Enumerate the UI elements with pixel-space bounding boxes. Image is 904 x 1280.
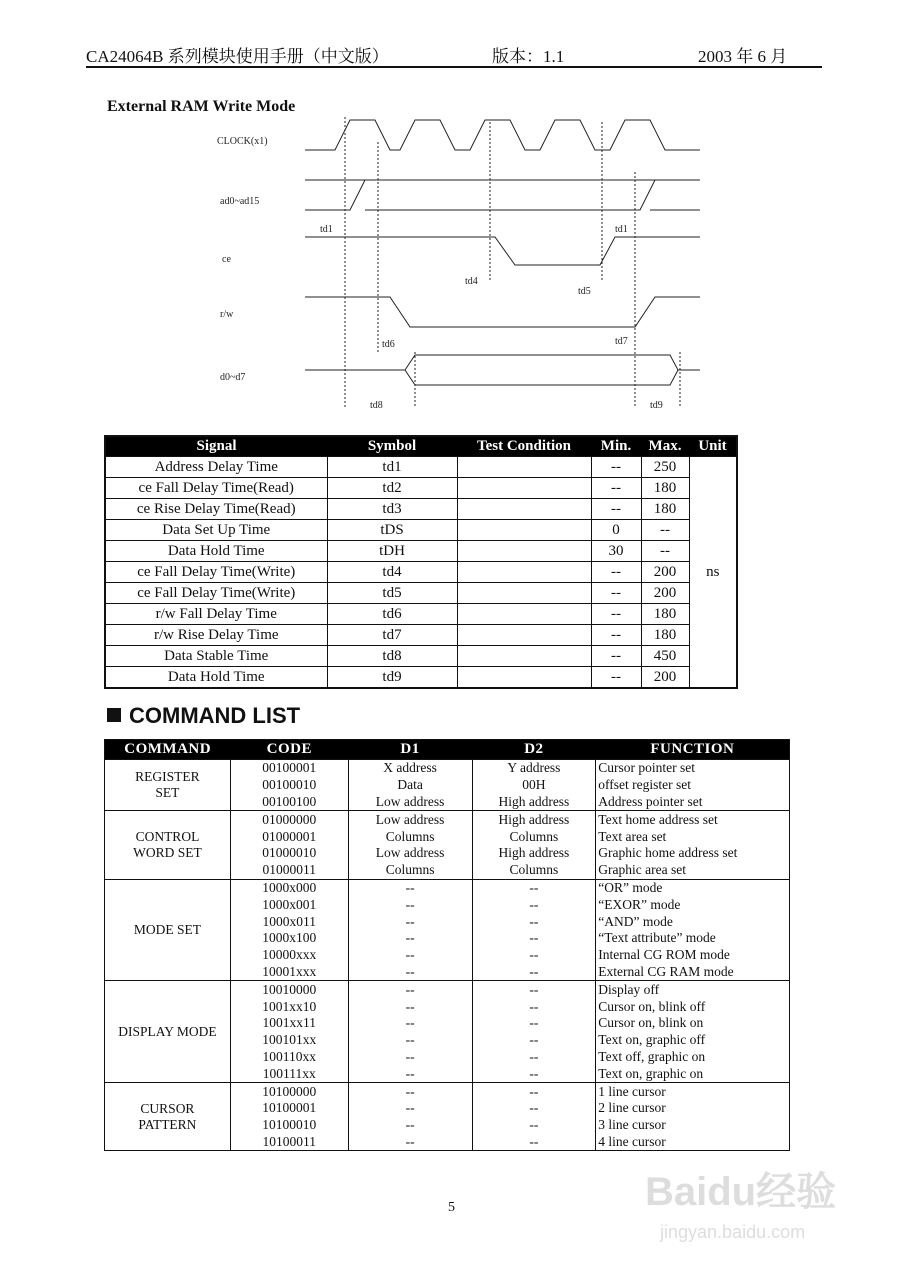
header-title: CA24064B 系列模块使用手册（中文版） — [86, 47, 389, 66]
command-cell-d1: -- — [348, 981, 472, 998]
timing-cell-symbol: td4 — [327, 562, 457, 583]
timing-cell-cond — [457, 667, 591, 689]
command-group-name-line: MODE SET — [133, 921, 201, 937]
command-cell-d2: Columns — [472, 862, 596, 879]
timing-cell-signal: Data Hold Time — [105, 541, 327, 562]
command-cell-d1: -- — [348, 1100, 472, 1117]
timing-cell-symbol: tDS — [327, 520, 457, 541]
command-header-cell: COMMAND — [105, 740, 231, 760]
command-cell-d2: -- — [472, 1117, 596, 1134]
section-title: External RAM Write Mode — [107, 98, 296, 115]
command-cell-code: 10100011 — [230, 1134, 348, 1151]
timing-table-header — [105, 436, 737, 457]
command-group-name-line: REGISTER — [135, 769, 200, 785]
command-cell-d1: Columns — [348, 862, 472, 879]
timing-row — [105, 646, 737, 667]
command-cell-d2: High address — [472, 845, 596, 862]
timing-cell-min: -- — [591, 478, 641, 499]
command-cell-fn: “Text attribute” mode — [596, 930, 790, 947]
timing-cell-max: 200 — [641, 667, 689, 689]
signal-label-address: ad0~ad15 — [220, 196, 260, 207]
command-cell-d1: -- — [348, 1015, 472, 1032]
timing-cell-symbol: td9 — [327, 667, 457, 689]
command-header-cell: FUNCTION — [596, 740, 790, 760]
command-cell-d1: -- — [348, 913, 472, 930]
command-cell-code: 10000xxx — [230, 947, 348, 964]
marker-td4: td4 — [465, 276, 478, 287]
command-cell-d2: -- — [472, 947, 596, 964]
timing-cell-cond — [457, 520, 591, 541]
page-number: 5 — [448, 1200, 455, 1215]
command-cell-code: 1000x100 — [230, 930, 348, 947]
command-cell-d2: -- — [472, 1032, 596, 1049]
timing-row — [105, 541, 737, 562]
timing-cell-cond — [457, 562, 591, 583]
command-cell-d2: Y address — [472, 760, 596, 777]
marker-td1-a: td1 — [320, 224, 333, 235]
timing-cell-cond — [457, 541, 591, 562]
command-cell-fn: Text home address set — [596, 811, 790, 828]
marker-td8: td8 — [370, 400, 383, 411]
command-cell-d1: -- — [348, 1083, 472, 1100]
command-group-name-line: SET — [155, 785, 180, 801]
marker-td6: td6 — [382, 339, 395, 350]
command-cell-d2: Columns — [472, 828, 596, 845]
command-group-name — [105, 1083, 231, 1151]
marker-td7: td7 — [615, 336, 628, 347]
command-cell-d1: Low address — [348, 845, 472, 862]
header-date: 2003 年 6 月 — [698, 47, 788, 66]
baidu-watermark — [640, 1150, 860, 1250]
command-cell-fn: Cursor on, blink on — [596, 1015, 790, 1032]
command-cell-d1: Columns — [348, 828, 472, 845]
timing-header-cell: Symbol — [327, 436, 457, 457]
command-cell-fn: Text on, graphic on — [596, 1065, 790, 1082]
timing-header-cell: Signal — [105, 436, 327, 457]
timing-cell-symbol: td3 — [327, 499, 457, 520]
timing-header-cell: Max. — [641, 436, 689, 457]
command-cell-fn: Graphic area set — [596, 862, 790, 879]
marker-td1-b: td1 — [615, 224, 628, 235]
ce-waveform — [305, 237, 700, 265]
timing-cell-signal: Data Stable Time — [105, 646, 327, 667]
command-cell-d2: -- — [472, 1049, 596, 1066]
signal-label-rw: r/w — [220, 309, 234, 320]
command-group-name — [105, 811, 231, 879]
command-cell-d2: -- — [472, 1083, 596, 1100]
command-cell-fn: “OR” mode — [596, 879, 790, 896]
timing-cell-symbol: td7 — [327, 625, 457, 646]
clock-waveform — [305, 120, 700, 150]
address-waveform-bottom — [305, 180, 700, 210]
command-cell-d1: -- — [348, 947, 472, 964]
marker-td9: td9 — [650, 400, 663, 411]
command-group-name — [105, 760, 231, 811]
command-cell-fn: Graphic home address set — [596, 845, 790, 862]
marker-td5: td5 — [578, 286, 591, 297]
command-cell-d2: -- — [472, 879, 596, 896]
timing-cell-signal: Data Hold Time — [105, 667, 327, 689]
command-cell-fn: Cursor pointer set — [596, 760, 790, 777]
timing-cell-symbol: td5 — [327, 583, 457, 604]
command-group-name — [105, 879, 231, 981]
timing-cell-symbol: td6 — [327, 604, 457, 625]
command-header-cell: D2 — [472, 740, 596, 760]
command-cell-d2: -- — [472, 998, 596, 1015]
command-cell-d2: -- — [472, 981, 596, 998]
command-group-name-line: PATTERN — [138, 1116, 197, 1132]
timing-cell-min: -- — [591, 625, 641, 646]
command-cell-code: 00100010 — [230, 777, 348, 794]
watermark-url: jingyan.baidu.com — [660, 1222, 806, 1242]
command-cell-code: 1000x011 — [230, 913, 348, 930]
command-group-name-line: CONTROL — [135, 828, 200, 844]
command-cell-fn: 1 line cursor — [596, 1083, 790, 1100]
timing-cell-signal: r/w Fall Delay Time — [105, 604, 327, 625]
command-cell-code: 10010000 — [230, 981, 348, 998]
timing-cell-max: 180 — [641, 499, 689, 520]
timing-cell-signal: ce Rise Delay Time(Read) — [105, 499, 327, 520]
command-cell-fn: Cursor on, blink off — [596, 998, 790, 1015]
command-cell-d1: Data — [348, 777, 472, 794]
timing-cell-max: 200 — [641, 583, 689, 604]
command-cell-fn: 3 line cursor — [596, 1117, 790, 1134]
command-cell-d1: X address — [348, 760, 472, 777]
timing-cell-signal: Data Set Up Time — [105, 520, 327, 541]
command-cell-code: 10100000 — [230, 1083, 348, 1100]
command-cell-code: 01000010 — [230, 845, 348, 862]
timing-diagram — [210, 112, 710, 417]
timing-cell-symbol: td1 — [327, 457, 457, 478]
timing-cell-symbol: td8 — [327, 646, 457, 667]
timing-cell-signal: ce Fall Delay Time(Write) — [105, 583, 327, 604]
timing-cell-max: 250 — [641, 457, 689, 478]
timing-cell-min: 30 — [591, 541, 641, 562]
timing-row — [105, 562, 737, 583]
command-cell-fn: “EXOR” mode — [596, 896, 790, 913]
timing-cell-min: -- — [591, 646, 641, 667]
timing-row — [105, 583, 737, 604]
command-cell-code: 00100100 — [230, 794, 348, 811]
command-list-title-text: COMMAND LIST — [129, 703, 301, 728]
timing-row — [105, 625, 737, 646]
command-row — [105, 879, 790, 896]
timing-cell-signal: ce Fall Delay Time(Write) — [105, 562, 327, 583]
command-cell-fn: 2 line cursor — [596, 1100, 790, 1117]
command-cell-d1: -- — [348, 1117, 472, 1134]
signal-label-ce: ce — [222, 254, 231, 265]
command-cell-d2: -- — [472, 1015, 596, 1032]
command-cell-code: 00100001 — [230, 760, 348, 777]
command-cell-fn: 4 line cursor — [596, 1134, 790, 1151]
timing-table — [104, 435, 738, 689]
command-cell-fn: Display off — [596, 981, 790, 998]
timing-cell-max: 180 — [641, 625, 689, 646]
timing-cell-min: -- — [591, 499, 641, 520]
timing-cell-max: 180 — [641, 478, 689, 499]
timing-unit-cell: ns — [689, 457, 737, 689]
timing-cell-min: -- — [591, 457, 641, 478]
timing-cell-min: 0 — [591, 520, 641, 541]
command-cell-d2: -- — [472, 1134, 596, 1151]
timing-row — [105, 478, 737, 499]
command-row — [105, 760, 790, 777]
command-cell-d1: -- — [348, 1049, 472, 1066]
signal-label-clock: CLOCK(x1) — [217, 136, 268, 147]
command-cell-code: 10001xxx — [230, 964, 348, 981]
command-cell-fn: External CG RAM mode — [596, 964, 790, 981]
command-table-header — [105, 740, 790, 760]
command-cell-d2: High address — [472, 811, 596, 828]
command-cell-fn: Text off, graphic on — [596, 1049, 790, 1066]
command-cell-code: 100101xx — [230, 1032, 348, 1049]
timing-cell-signal: Address Delay Time — [105, 457, 327, 478]
timing-cell-cond — [457, 646, 591, 667]
timing-cell-max: 200 — [641, 562, 689, 583]
command-cell-d2: -- — [472, 1065, 596, 1082]
command-cell-code: 01000000 — [230, 811, 348, 828]
timing-header-cell: Min. — [591, 436, 641, 457]
command-cell-fn: Internal CG ROM mode — [596, 947, 790, 964]
header-version: 版本：1.1 — [492, 47, 565, 66]
timing-row — [105, 667, 737, 689]
command-cell-code: 1000x001 — [230, 896, 348, 913]
command-cell-d2: High address — [472, 794, 596, 811]
command-row — [105, 1083, 790, 1100]
command-cell-code: 10100010 — [230, 1117, 348, 1134]
timing-cell-max: 450 — [641, 646, 689, 667]
command-cell-d1: -- — [348, 964, 472, 981]
command-list-title — [107, 703, 300, 729]
timing-cell-max: 180 — [641, 604, 689, 625]
command-cell-d1: -- — [348, 896, 472, 913]
command-cell-code: 01000011 — [230, 862, 348, 879]
timing-cell-cond — [457, 625, 591, 646]
command-cell-code: 1001xx10 — [230, 998, 348, 1015]
command-cell-code: 1001xx11 — [230, 1015, 348, 1032]
timing-cell-min: -- — [591, 604, 641, 625]
command-header-cell: D1 — [348, 740, 472, 760]
command-cell-d1: -- — [348, 1032, 472, 1049]
command-cell-d1: Low address — [348, 794, 472, 811]
timing-cell-cond — [457, 457, 591, 478]
command-header-cell: CODE — [230, 740, 348, 760]
timing-cell-symbol: tDH — [327, 541, 457, 562]
timing-cell-max: -- — [641, 541, 689, 562]
timing-cell-cond — [457, 604, 591, 625]
command-cell-fn: Address pointer set — [596, 794, 790, 811]
command-cell-d2: 00H — [472, 777, 596, 794]
command-group-name-line: WORD SET — [133, 844, 202, 860]
command-table — [104, 739, 790, 1151]
command-cell-d2: -- — [472, 896, 596, 913]
timing-row — [105, 457, 737, 478]
rw-waveform — [305, 297, 700, 327]
command-group-name-line: CURSOR — [140, 1100, 195, 1116]
timing-cell-cond — [457, 499, 591, 520]
command-cell-d1: -- — [348, 930, 472, 947]
command-cell-d2: -- — [472, 1100, 596, 1117]
command-cell-fn: “AND” mode — [596, 913, 790, 930]
timing-header-cell: Unit — [689, 436, 737, 457]
command-cell-code: 10100001 — [230, 1100, 348, 1117]
signal-label-data: d0~d7 — [220, 372, 246, 383]
command-cell-d2: -- — [472, 964, 596, 981]
command-cell-code: 01000001 — [230, 828, 348, 845]
timing-cell-cond — [457, 478, 591, 499]
timing-cell-symbol: td2 — [327, 478, 457, 499]
timing-row — [105, 499, 737, 520]
data-waveform — [305, 355, 700, 385]
timing-cell-cond — [457, 583, 591, 604]
command-cell-code: 100110xx — [230, 1049, 348, 1066]
timing-row — [105, 520, 737, 541]
command-cell-d1: -- — [348, 879, 472, 896]
timing-cell-min: -- — [591, 562, 641, 583]
command-cell-fn: offset register set — [596, 777, 790, 794]
command-cell-d1: Low address — [348, 811, 472, 828]
command-cell-d2: -- — [472, 913, 596, 930]
command-cell-d1: -- — [348, 998, 472, 1015]
timing-header-cell: Test Condition — [457, 436, 591, 457]
square-bullet-icon — [107, 708, 121, 722]
timing-cell-signal: ce Fall Delay Time(Read) — [105, 478, 327, 499]
command-row — [105, 981, 790, 998]
command-row — [105, 811, 790, 828]
header-rule — [86, 66, 822, 68]
command-cell-d1: -- — [348, 1065, 472, 1082]
command-cell-code: 100111xx — [230, 1065, 348, 1082]
timing-cell-min: -- — [591, 667, 641, 689]
timing-cell-signal: r/w Rise Delay Time — [105, 625, 327, 646]
command-cell-fn: Text area set — [596, 828, 790, 845]
timing-cell-max: -- — [641, 520, 689, 541]
command-cell-fn: Text on, graphic off — [596, 1032, 790, 1049]
command-cell-code: 1000x000 — [230, 879, 348, 896]
timing-row — [105, 604, 737, 625]
command-group-name — [105, 981, 231, 1083]
timing-cell-min: -- — [591, 583, 641, 604]
command-group-name-line: DISPLAY MODE — [118, 1023, 217, 1039]
watermark-brand: Baidu经验 — [645, 1170, 837, 1214]
command-cell-d2: -- — [472, 930, 596, 947]
command-cell-d1: -- — [348, 1134, 472, 1151]
